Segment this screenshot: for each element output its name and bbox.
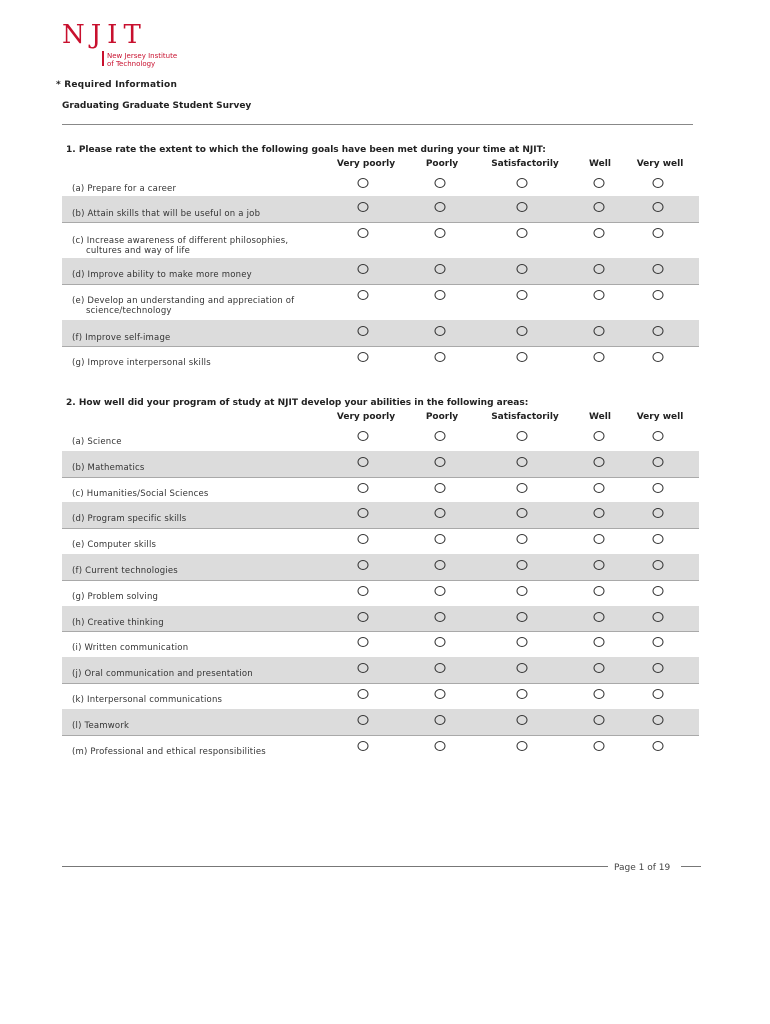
- q2-item-label: (d) Program specific skills: [72, 514, 187, 525]
- q2-item-label: (e) Computer skills: [72, 540, 157, 551]
- radio-well[interactable]: [594, 637, 605, 647]
- q2-item-label: (a) Science: [72, 437, 122, 447]
- item-label-line1: (d) Improve ability to make more money: [72, 270, 252, 280]
- radio-poorly[interactable]: [435, 352, 446, 362]
- q2-item-row: [62, 477, 699, 503]
- q2-item-row: [62, 580, 699, 606]
- item-label-line1: (a) Prepare for a career: [72, 184, 177, 194]
- q1-item-label: [72, 270, 252, 280]
- radio-satisfactorily[interactable]: [517, 689, 528, 699]
- scale-poorly: Poorly: [425, 412, 459, 422]
- q2-item-row: [62, 683, 699, 709]
- radio-satisfactorily[interactable]: [517, 663, 528, 673]
- radio-poorly[interactable]: [435, 508, 446, 518]
- radio-satisfactorily[interactable]: [517, 202, 528, 212]
- radio-poorly[interactable]: [435, 560, 446, 570]
- radio-very-poorly[interactable]: [358, 352, 369, 362]
- scale-very-well: Very well: [636, 412, 684, 422]
- radio-satisfactorily[interactable]: [517, 508, 528, 518]
- radio-poorly[interactable]: [435, 663, 446, 673]
- radio-poorly[interactable]: [435, 290, 446, 300]
- q1-item-label: [72, 358, 211, 368]
- scale-well: Well: [589, 412, 611, 422]
- question-2-scale-header: [0, 412, 770, 424]
- radio-very-poorly[interactable]: [358, 202, 369, 212]
- radio-very-poorly[interactable]: [358, 560, 369, 570]
- footer-rule: [62, 866, 608, 867]
- radio-satisfactorily[interactable]: [517, 228, 528, 238]
- radio-satisfactorily[interactable]: [517, 483, 528, 493]
- radio-satisfactorily[interactable]: [517, 534, 528, 544]
- logo-wordmark: NJIT: [62, 20, 147, 50]
- radio-well[interactable]: [594, 352, 605, 362]
- radio-very-well[interactable]: [653, 586, 664, 596]
- radio-well[interactable]: [594, 586, 605, 596]
- radio-well[interactable]: [594, 290, 605, 300]
- radio-well[interactable]: [594, 228, 605, 238]
- radio-very-poorly[interactable]: [358, 689, 369, 699]
- q2-item-row: [62, 528, 699, 554]
- q1-item-row: [62, 284, 699, 320]
- scale-very-well: Very well: [636, 159, 684, 169]
- radio-poorly[interactable]: [435, 612, 446, 622]
- scale-poorly: Poorly: [425, 159, 459, 169]
- q2-item-label: (i) Written communication: [72, 643, 189, 654]
- radio-poorly[interactable]: [435, 741, 446, 751]
- radio-well[interactable]: [594, 178, 605, 188]
- q1-item-row: [62, 320, 699, 347]
- logo-subtitle-line2: of Technology: [107, 60, 156, 68]
- radio-very-poorly[interactable]: [358, 663, 369, 673]
- radio-very-well[interactable]: [653, 326, 664, 336]
- radio-poorly[interactable]: [435, 715, 446, 725]
- radio-very-well[interactable]: [653, 508, 664, 518]
- item-label-line2: cultures and way of life: [86, 246, 191, 256]
- radio-well[interactable]: [594, 612, 605, 622]
- q2-item-row: [62, 735, 699, 761]
- item-label-line2: science/technology: [86, 306, 172, 316]
- radio-satisfactorily[interactable]: [517, 326, 528, 336]
- item-label-line1: (c) Increase awareness of different philosophies,: [72, 236, 289, 246]
- q2-item-label: (c) Humanities/Social Sciences: [72, 488, 209, 499]
- radio-well[interactable]: [594, 715, 605, 725]
- scale-satisfactorily: Satisfactorily: [491, 159, 559, 169]
- item-label-line1: (e) Develop an understanding and appreciation of: [72, 296, 295, 306]
- radio-satisfactorily[interactable]: [517, 290, 528, 300]
- radio-very-poorly[interactable]: [358, 715, 369, 725]
- q1-item-row: [62, 346, 699, 372]
- radio-very-poorly[interactable]: [358, 431, 369, 441]
- radio-satisfactorily[interactable]: [517, 637, 528, 647]
- required-note: * Required Information: [56, 80, 178, 90]
- item-label-line1: (g) Improve interpersonal skills: [72, 358, 211, 368]
- q1-item-row: [62, 196, 699, 223]
- page-number: Page 1 of 19: [614, 863, 671, 873]
- footer-rule-tail: [681, 866, 701, 867]
- q1-item-label: [72, 209, 260, 219]
- radio-very-poorly[interactable]: [358, 326, 369, 336]
- radio-satisfactorily[interactable]: [517, 560, 528, 570]
- radio-very-poorly[interactable]: [358, 264, 369, 274]
- radio-poorly[interactable]: [435, 689, 446, 699]
- radio-very-poorly[interactable]: [358, 508, 369, 518]
- q1-item-label: [72, 184, 176, 194]
- q2-item-label: (j) Oral communication and presentation: [72, 669, 253, 680]
- radio-satisfactorily[interactable]: [517, 431, 528, 441]
- radio-very-poorly[interactable]: [358, 612, 369, 622]
- item-label-line1: (f) Improve self-image: [72, 333, 171, 343]
- radio-very-well[interactable]: [653, 741, 664, 751]
- radio-very-well[interactable]: [653, 612, 664, 622]
- radio-very-well[interactable]: [653, 534, 664, 544]
- radio-very-poorly[interactable]: [358, 457, 369, 467]
- radio-very-poorly[interactable]: [358, 637, 369, 647]
- radio-well[interactable]: [594, 483, 605, 493]
- radio-very-poorly[interactable]: [358, 534, 369, 544]
- q2-item-label: (b) Mathematics: [72, 462, 145, 473]
- question-1-text: 1. Please rate the extent to which the following goals have been met during your time at NJIT:: [66, 145, 546, 155]
- radio-very-well[interactable]: [653, 663, 664, 673]
- radio-satisfactorily[interactable]: [517, 586, 528, 596]
- header-divider: [62, 124, 693, 125]
- q2-item-row: [62, 425, 699, 451]
- q1-item-label: [72, 236, 288, 256]
- radio-very-well[interactable]: [653, 202, 664, 212]
- question-2-text: 2. How well did your program of study at NJIT develop your abilities in the following areas:: [66, 398, 529, 408]
- q2-item-label: (k) Interpersonal communications: [72, 695, 223, 705]
- radio-very-well[interactable]: [653, 290, 664, 300]
- radio-very-well[interactable]: [653, 352, 664, 362]
- radio-very-well[interactable]: [653, 560, 664, 570]
- radio-poorly[interactable]: [435, 264, 446, 274]
- q1-item-label: [72, 333, 170, 343]
- radio-poorly[interactable]: [435, 202, 446, 212]
- radio-poorly[interactable]: [435, 534, 446, 544]
- radio-poorly[interactable]: [435, 457, 446, 467]
- radio-well[interactable]: [594, 457, 605, 467]
- radio-very-poorly[interactable]: [358, 483, 369, 493]
- radio-poorly[interactable]: [435, 178, 446, 188]
- q2-item-row: [62, 657, 699, 684]
- q1-item-row: [62, 222, 699, 258]
- radio-very-well[interactable]: [653, 715, 664, 725]
- radio-very-well[interactable]: [653, 483, 664, 493]
- q2-item-row: [62, 502, 699, 529]
- radio-poorly[interactable]: [435, 326, 446, 336]
- radio-satisfactorily[interactable]: [517, 264, 528, 274]
- radio-satisfactorily[interactable]: [517, 457, 528, 467]
- radio-satisfactorily[interactable]: [517, 612, 528, 622]
- item-label-line1: (b) Attain skills that will be useful on a job: [72, 209, 261, 219]
- radio-very-well[interactable]: [653, 178, 664, 188]
- radio-well[interactable]: [594, 508, 605, 518]
- q1-item-label: [72, 296, 294, 316]
- q2-item-row: [62, 709, 699, 736]
- radio-very-well[interactable]: [653, 228, 664, 238]
- radio-well[interactable]: [594, 560, 605, 570]
- scale-well: Well: [589, 159, 611, 169]
- q2-item-label: (f) Current technologies: [72, 566, 178, 576]
- radio-satisfactorily[interactable]: [517, 741, 528, 751]
- radio-poorly[interactable]: [435, 483, 446, 493]
- scale-very-poorly: Very poorly: [336, 159, 396, 169]
- radio-very-well[interactable]: [653, 431, 664, 441]
- radio-very-well[interactable]: [653, 689, 664, 699]
- radio-well[interactable]: [594, 202, 605, 212]
- q2-item-row: [62, 554, 699, 581]
- q2-item-label: (m) Professional and ethical responsibilities: [72, 746, 266, 757]
- q2-item-row: [62, 631, 699, 657]
- radio-satisfactorily[interactable]: [517, 178, 528, 188]
- radio-well[interactable]: [594, 663, 605, 673]
- radio-very-well[interactable]: [653, 637, 664, 647]
- radio-very-poorly[interactable]: [358, 290, 369, 300]
- radio-very-poorly[interactable]: [358, 178, 369, 188]
- njit-logo: [62, 22, 192, 72]
- radio-very-poorly[interactable]: [358, 741, 369, 751]
- radio-very-poorly[interactable]: [358, 228, 369, 238]
- logo-subtitle: [107, 52, 177, 68]
- scale-very-poorly: Very poorly: [336, 412, 396, 422]
- radio-well[interactable]: [594, 326, 605, 336]
- radio-poorly[interactable]: [435, 637, 446, 647]
- radio-well[interactable]: [594, 534, 605, 544]
- q2-item-row: [62, 606, 699, 633]
- logo-rule: [102, 51, 104, 66]
- q2-item-label: (g) Problem solving: [72, 591, 159, 602]
- q1-item-row: [62, 172, 699, 196]
- radio-satisfactorily[interactable]: [517, 715, 528, 725]
- q2-item-label: (h) Creative thinking: [72, 617, 164, 628]
- radio-well[interactable]: [594, 689, 605, 699]
- radio-very-well[interactable]: [653, 457, 664, 467]
- radio-well[interactable]: [594, 741, 605, 751]
- survey-title: Graduating Graduate Student Survey: [62, 101, 252, 111]
- radio-very-well[interactable]: [653, 264, 664, 274]
- radio-poorly[interactable]: [435, 228, 446, 238]
- q1-item-row: [62, 258, 699, 285]
- radio-poorly[interactable]: [435, 431, 446, 441]
- scale-satisfactorily: Satisfactorily: [491, 412, 559, 422]
- question-1-scale-header: [0, 159, 770, 171]
- radio-well[interactable]: [594, 264, 605, 274]
- radio-poorly[interactable]: [435, 586, 446, 596]
- q2-item-label: (l) Teamwork: [72, 720, 130, 731]
- radio-satisfactorily[interactable]: [517, 352, 528, 362]
- logo-subtitle-line1: New Jersey Institute: [107, 52, 178, 60]
- radio-very-poorly[interactable]: [358, 586, 369, 596]
- q2-item-row: [62, 451, 699, 478]
- radio-well[interactable]: [594, 431, 605, 441]
